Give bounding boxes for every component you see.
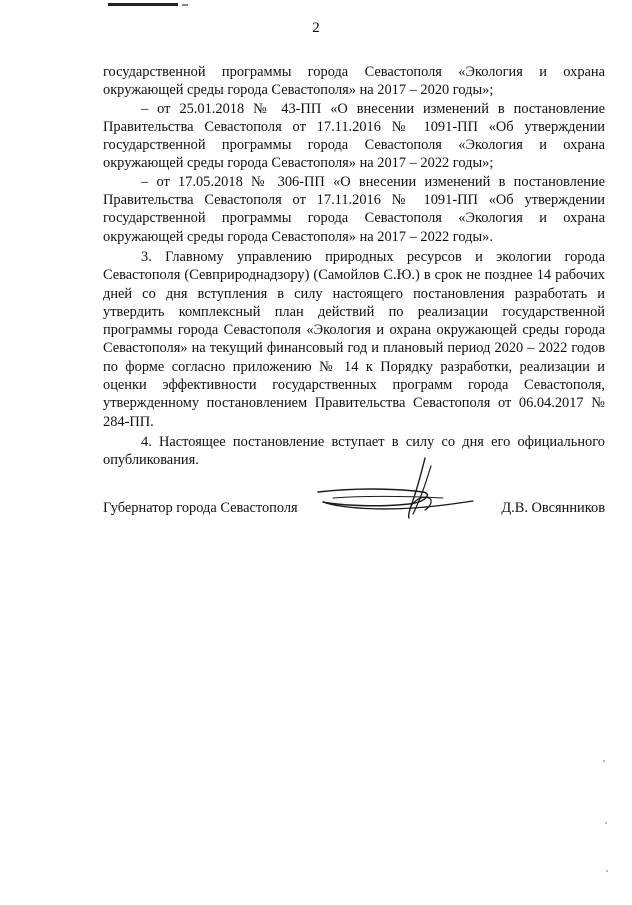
scan-speck <box>606 870 608 872</box>
handwritten-signature <box>313 454 483 534</box>
document-body <box>103 63 605 470</box>
scan-artifact <box>108 2 190 7</box>
signature-block <box>103 480 605 540</box>
signatory-position: Губернатор города Севастополя <box>103 500 298 516</box>
scan-speck <box>603 760 605 762</box>
paragraph-continuation: государственной программы города Севастополя «Экология и охрана окружающей среды города Севастополя» на 2017 – 2020 годы»; <box>103 64 605 99</box>
signatory-name: Д.В. Овсянников <box>501 500 605 516</box>
scan-speck <box>605 822 607 824</box>
paragraph-item-3: 3. Главному управлению природных ресурсов и экологии города Севастополя (Севприроднадзору) (Самойлов С.Ю.) в срок не позднее 14 рабочих дней со дня вступления в силу настоящего постановления разработать и утвердить комплексный план действий по реализации государственной программы города Севастополя «Экология и охрана окружающей среды города Севастополя» на текущий финансовый год и плановый период 2020 – 2022 годов по форме согласно приложению № 14 к Порядку разработки, реализации и оценки эффективности государственных программ города Севастополя, утвержденному постановлением Правительства Севастополя от 06.04.2017 № 284-ПП. <box>103 248 605 430</box>
paragraph-item-4: 4. Настоящее постановление вступает в силу со дня его официального опубликования. <box>103 433 605 469</box>
page-number: 2 <box>312 20 320 36</box>
paragraph-amendment-306pp: – от 17.05.2018 № 306-ПП «О внесении изменений в постановление Правительства Севастополя от 17.11.2016 № 1091-ПП «Об утверждении государственной программы города Севастополя «Экология и охрана окружающей среды города Севастополя» на 2017 – 2022 годы». <box>103 173 605 245</box>
paragraph-amendment-43pp: – от 25.01.2018 № 43-ПП «О внесении изменений в постановление Правительства Севастополя от 17.11.2016 № 1091-ПП «Об утверждении государственной программы города Севастополя «Экология и охрана окружающей среды города Севастополя» на 2017 – 2022 годы»; <box>103 100 605 172</box>
